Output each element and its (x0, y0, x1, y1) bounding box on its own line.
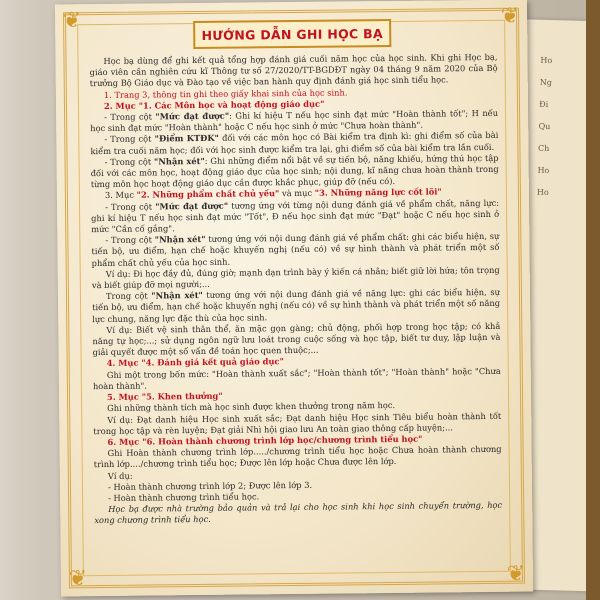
column-name: "Nhận xét" (153, 155, 205, 167)
section-3-item (91, 231, 499, 269)
item-prefix: Trong cột (105, 290, 152, 302)
corner-ornament-icon: ❦ (500, 3, 520, 29)
example-line: - Hoàn thành chương trình tiểu học. (108, 491, 260, 503)
column-name: "Nhận xét" (154, 234, 206, 245)
item-prefix: - Trong cột (104, 156, 155, 167)
section-title: "1. Các Môn học và hoạt động giáo dục" (138, 98, 325, 111)
section-title: "3. Những năng lực cốt lõi" (314, 186, 442, 199)
item-text: : Ghi kí hiệu T nếu học sinh đạt mức "Hoàn thành tốt"; H nếu học sinh đạt mức "Hoàn thành" hoặc C nếu học sinh ở mức "Chưa hoàn thành". (90, 107, 499, 134)
section-title: "6. Hoàn thành chương trình lớp học/chương trình tiểu học" (142, 433, 423, 447)
example-text: Ví dụ: Đạt danh hiệu Học sinh xuất sắc; Đạt danh hiệu Học sinh Tiêu biểu hoàn thành tốt trong học tập và rèn luyện; Đạt giải Nhì hội giao lưu An toàn giao thông cấp huyện;... (93, 410, 502, 436)
section-number: 5. Mục (106, 391, 142, 403)
section-title: "5. Khen thưởng" (141, 390, 223, 402)
book-spine (586, 0, 600, 600)
item-prefix: - Trong cột (104, 201, 156, 212)
section-number: 2. Mục (103, 100, 139, 111)
fragment: Ho (540, 55, 553, 66)
fragment: Ng (539, 77, 553, 88)
closing-note: Học bạ được nhà trường bảo quản và trả lại cho học sinh khi học sinh chuyển trường, học xong chương trình tiểu học. (94, 499, 503, 526)
column-name: "Mức đạt được" (155, 200, 229, 212)
section-number: 4. Mục (106, 358, 142, 369)
item-prefix: - Trong cột (105, 234, 155, 246)
section-3-item (92, 287, 500, 325)
column-name: "Điểm KTĐK" (154, 133, 219, 144)
section-3-item (91, 197, 499, 235)
section-title: "4. Đánh giá kết quả giáo dục" (141, 356, 284, 369)
item-text: đối với các môn học có Bài kiểm tra định kì: ghi điểm số của bài kiểm tra cuối năm học; đối với học sinh được kiểm tra lại, ghi điểm số của bài kiểm tra lần cuối. (90, 130, 499, 156)
fragment: Ho (537, 165, 550, 176)
fragment: Đi (539, 99, 549, 110)
fragment: Ho (536, 187, 549, 198)
fragment: Qu (538, 121, 551, 132)
section-5-text: Ghi những thành tích mà học sinh được khen thưởng trong năm học. (107, 400, 396, 414)
section-1-text: 1. Trang 3, thông tin ghi theo giấy khai sinh của học sinh. (103, 87, 348, 100)
corner-ornament-icon: ❦ (68, 566, 88, 592)
example-text: Ví dụ: Biết vệ sinh thân thể, ăn mặc gọn gàng; chủ động, phối hợp trong học tập; có khả năng tự học;...; sử dụng ngôn ngữ lưu loát trong cuộc sống và học tập, biết tư duy, lập luận và giải quyết được một số vấn đề toán học quen thuộc;... (92, 320, 501, 358)
instructions-body (89, 52, 503, 588)
item-text: tương ứng với từng nội dung đánh giá về phẩm chất, năng lực: ghi kí hiệu T nếu học sinh đạt mức "Tốt", Đ nếu học sinh đạt mức "Đạt" hoặc C nếu học sinh ở mức "Cần cố gắng". (91, 197, 500, 235)
corner-ornament-icon: ❦ (62, 8, 82, 34)
intro-paragraph: Học bạ dùng để ghi kết quả tổng hợp đánh giá cuối năm học của học sinh. Khi ghi Học bạ, giáo viên cần nghiên cứu kĩ Thông tư số 27/2020/TT-BGDĐT ngày 04 tháng 9 năm 2020 của Bộ trưởng Bộ Giáo dục và Đào tạo về việc ban hành quy định đánh giá học sinh tiểu học. (89, 51, 498, 89)
item-text: : Ghi những điểm nổi bật về sự tiến bộ, năng khiếu, hứng thú học tập đối với các môn học, hoạt động giáo dục của học sinh; nội dung, kĩ năng chưa hoàn thành trong từng môn học hoạt động giáo dục cần được khắc phục, giúp đỡ (nếu có). (90, 152, 499, 190)
corner-ornament-icon: ❦ (506, 561, 526, 587)
section-number: 6. Mục (107, 436, 143, 447)
example-text: Ví dụ: Đi học đầy đủ, đúng giờ; mạnh dạn trình bày ý kiến cá nhân; biết giữ lời hứa; tôn trọng và biết giúp đỡ mọi người;... (91, 264, 500, 291)
example-label: Ví dụ: (107, 470, 133, 481)
title-box (193, 19, 391, 49)
page-title: HƯỚNG DẪN GHI HỌC BẠ (201, 25, 383, 43)
connector: và mục (279, 188, 315, 199)
section-2-item (91, 153, 499, 191)
example-line: - Hoàn thành chương trình lớp 2; Được lên lớp 3. (107, 479, 313, 492)
item-prefix: - Trong cột (104, 111, 156, 122)
column-name: "Mức đạt được" (155, 110, 230, 122)
document-page (55, 0, 533, 596)
fragment: Ch (537, 143, 550, 154)
section-number: 3. Mục (104, 190, 137, 201)
section-6-text: Ghi Hoàn thành chương trình lớp...../chương trình tiểu học hoặc Chưa hoàn thành chương trình lớp..../chương trình tiểu học; Được lên lớp hoặc Chưa được lên lớp. (93, 443, 502, 470)
section-title: "2. Những phẩm chất chủ yếu" (136, 188, 280, 201)
column-name: "Nhận xét" (151, 290, 203, 301)
item-text: tương ứng với nội dung đánh giá về phẩm chất: ghi các biểu hiện, sự tiến bộ, ưu điểm, hạn chế hoặc khuyến nghị (nếu có) về sự hình thành và phát triển một số phẩm chất chủ yếu của học sinh. (91, 231, 500, 268)
item-prefix: - Trong cột (104, 133, 155, 145)
section-4-text: Ghi một trong bốn mức: "Hoàn thành xuất sắc"; "Hoàn thành tốt"; "Hoàn thành" hoặc "Chưa hoàn thành". (92, 365, 501, 392)
item-text: tương ứng với nội dung đánh giá về năng lực: ghi các biểu hiện, sự tiến bộ, ưu điểm, hạn chế hoặc khuyến nghị (nếu có) về sự hình thành và phát triển một số năng lực chung, năng lực đặc thù của học sinh. (92, 287, 501, 324)
